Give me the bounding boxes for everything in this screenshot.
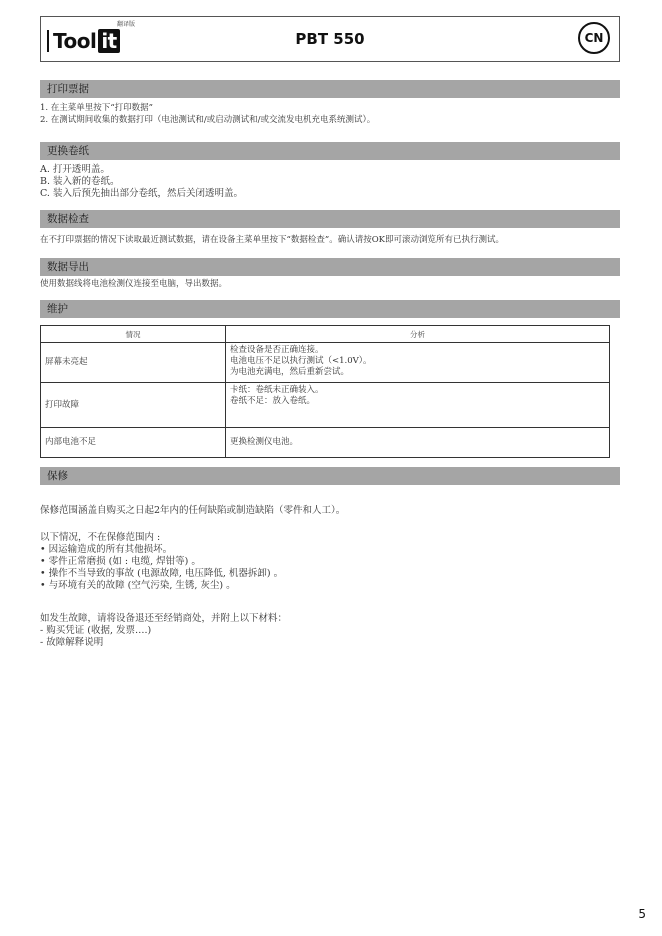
analysis-cell xyxy=(226,383,610,428)
logo-text: Tool xyxy=(53,29,97,53)
export-text: 使用数据线将电池检测仪连接至电脑，导出数据。 xyxy=(40,279,228,289)
exclusion-item: • 因运输造成的所有其他损坏。 xyxy=(40,544,173,555)
situation-cell: 屏幕未亮起 xyxy=(41,343,226,383)
paper-step-b: B. 装入新的卷纸。 xyxy=(40,176,120,187)
column-header-analysis: 分析 xyxy=(226,326,610,343)
analysis-cell xyxy=(226,343,610,383)
material-item: - 购买凭证 (收据, 发票….) xyxy=(40,625,152,636)
export-text-block xyxy=(40,278,620,290)
page-number: 5 xyxy=(638,907,646,921)
exclusion-item: • 与环境有关的故障 (空气污染, 生锈, 灰尘) 。 xyxy=(40,580,236,591)
section-title-export: 数据导出 xyxy=(40,258,620,276)
check-text: 在不打印票据的情况下读取最近测试数据，请在设备主菜单里按下“数据检查”。确认请按OK即可滚动浏览所有已执行测试。 xyxy=(40,235,505,245)
check-text-block xyxy=(40,234,620,246)
material-item: - 故障解释说明 xyxy=(40,637,104,648)
analysis-line: 为电池充满电，然后重新尝试。 xyxy=(230,367,350,377)
print-instructions xyxy=(40,102,620,126)
paper-step-c: C. 装入后预先抽出部分卷纸，然后关闭透明盖。 xyxy=(40,188,243,199)
analysis-line: 卷纸不足：放入卷纸。 xyxy=(230,396,316,406)
column-header-situation: 情况 xyxy=(41,326,226,343)
maintenance-table xyxy=(40,325,610,458)
print-step-2: 2. 在测试期间收集的数据打印（电池测试和/或启动测试和/或交流发电机充电系统测试）。 xyxy=(40,115,376,125)
analysis-line: 更换检测仪电池。 xyxy=(230,437,299,447)
warranty-return xyxy=(40,613,620,649)
exclusions-title: 以下情况，不在保修范围内 : xyxy=(40,532,161,543)
page-header xyxy=(40,16,620,62)
analysis-cell xyxy=(226,428,610,458)
section-title-check: 数据检查 xyxy=(40,210,620,228)
section-title-warranty: 保修 xyxy=(40,467,620,485)
analysis-line: 卡纸：卷纸未正确装入。 xyxy=(230,385,324,395)
paper-step-a: A. 打开透明盖。 xyxy=(40,164,110,175)
section-title-print: 打印票据 xyxy=(40,80,620,98)
logo-it-mark: it xyxy=(98,29,119,53)
situation-cell: 打印故障 xyxy=(41,383,226,428)
warranty-intro-block xyxy=(40,505,620,517)
exclusion-item: • 操作不当导致的事故 (电源故障, 电压降低, 机器拆卸) 。 xyxy=(40,568,284,579)
analysis-line: 检查设备是否正确连接。 xyxy=(230,345,324,355)
table-row xyxy=(41,428,610,458)
product-name: PBT 550 xyxy=(295,30,365,48)
section-title-maintenance: 维护 xyxy=(40,300,620,318)
exclusion-item: • 零件正常磨损 (如 : 电缆, 焊钳等) 。 xyxy=(40,556,201,567)
logo-subtitle: 翻译版 xyxy=(117,21,136,28)
table-row xyxy=(41,383,610,428)
table-row xyxy=(41,343,610,383)
language-badge: CN xyxy=(578,22,610,54)
warranty-exclusions xyxy=(40,532,620,592)
situation-cell: 内部电池不足 xyxy=(41,428,226,458)
return-title: 如发生故障，请将设备退还至经销商处，并附上以下材料： xyxy=(40,613,288,624)
analysis-line: 电池电压不足以执行测试（<1.0V）。 xyxy=(230,356,372,366)
table-header-row xyxy=(41,326,610,343)
paper-instructions xyxy=(40,164,620,200)
print-step-1: 1. 在主菜单里按下“打印数据” xyxy=(40,103,154,113)
section-title-paper: 更换卷纸 xyxy=(40,142,620,160)
warranty-intro: 保修范围涵盖自购买之日起2年内的任何缺陷或制造缺陷（零件和人工）。 xyxy=(40,505,346,516)
